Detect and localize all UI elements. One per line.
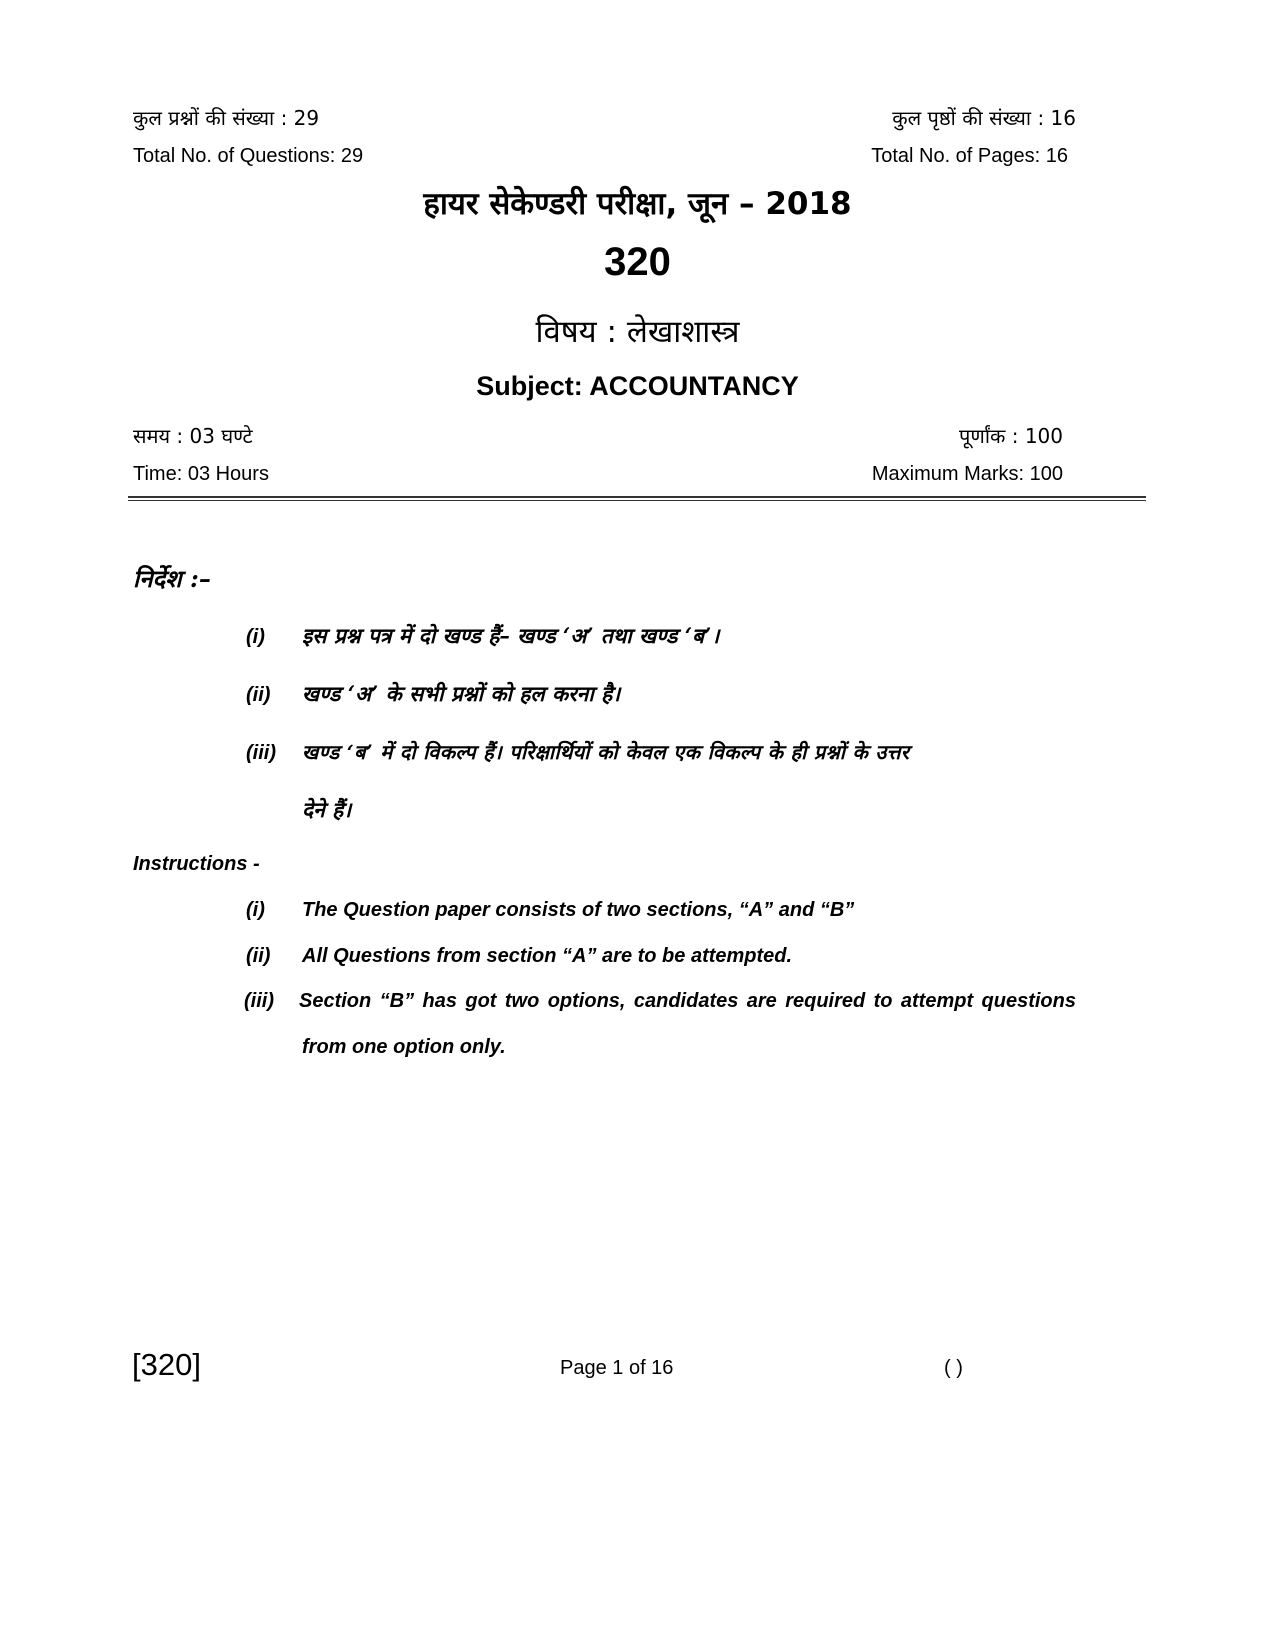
subject-hindi: विषय : लेखाशास्त्र — [535, 314, 740, 350]
total-pages-english: Total No. of Pages: 16 — [871, 145, 1068, 167]
instruction-hindi-text: खण्ड ‘अ’ के सभी प्रश्नों को हल करना है। — [302, 681, 621, 706]
instruction-english-number: (i) — [246, 899, 265, 921]
total-pages-hindi: कुल पृष्ठों की संख्या : 16 — [892, 106, 1076, 130]
instruction-english-text: The Question paper consists of two sections, “A” and “B” — [302, 899, 855, 921]
total-questions-hindi: कुल प्रश्नों की संख्या : 29 — [133, 106, 320, 130]
marks-hindi: पूर्णांक : 100 — [959, 424, 1063, 448]
instruction-english-number: (ii) — [246, 945, 271, 967]
instructions-english-heading: Instructions - — [133, 853, 260, 875]
instruction-hindi-number: (iii) — [246, 742, 276, 764]
paper-code: 320 — [604, 240, 671, 284]
instruction-hindi-number: (i) — [246, 626, 265, 648]
instruction-english-text: Section “B” has got two options, candidates are required to attempt questions — [299, 990, 1076, 1012]
instruction-english-text-continued: from one option only. — [302, 1036, 506, 1058]
total-questions-english: Total No. of Questions: 29 — [133, 145, 364, 167]
footer-paper-code: [320] — [132, 1347, 201, 1382]
exam-title: हायर सेकेण्डरी परीक्षा, जून – 2018 — [423, 186, 852, 222]
time-hindi: समय : 03 घण्टे — [133, 424, 253, 448]
page-number: Page 1 of 16 — [560, 1357, 674, 1379]
subject-english: Subject: ACCOUNTANCY — [476, 371, 799, 401]
instructions-hindi-heading: निर्देश :– — [133, 564, 211, 593]
instruction-english-number: (iii) — [244, 990, 274, 1012]
footer-parentheses: ( ) — [944, 1357, 963, 1379]
time-english: Time: 03 Hours — [133, 463, 269, 485]
header-divider-thin — [128, 500, 1146, 501]
instruction-hindi-text: इस प्रश्न पत्र में दो खण्ड हैं– खण्ड ‘अ’ तथा खण्ड ‘ब’। — [302, 623, 720, 648]
instruction-english-text: All Questions from section “A” are to be attempted. — [302, 945, 793, 967]
marks-english: Maximum Marks: 100 — [871, 463, 1063, 485]
instruction-hindi-text-continued: देने हैं। — [302, 797, 352, 822]
instruction-hindi-number: (ii) — [246, 684, 271, 706]
instruction-hindi-text: खण्ड ‘ब’ में दो विकल्प हैं। परिक्षार्थियों को केवल एक विकल्प के ही प्रश्नों के उत्तर — [302, 740, 910, 764]
header-divider — [128, 496, 1146, 498]
